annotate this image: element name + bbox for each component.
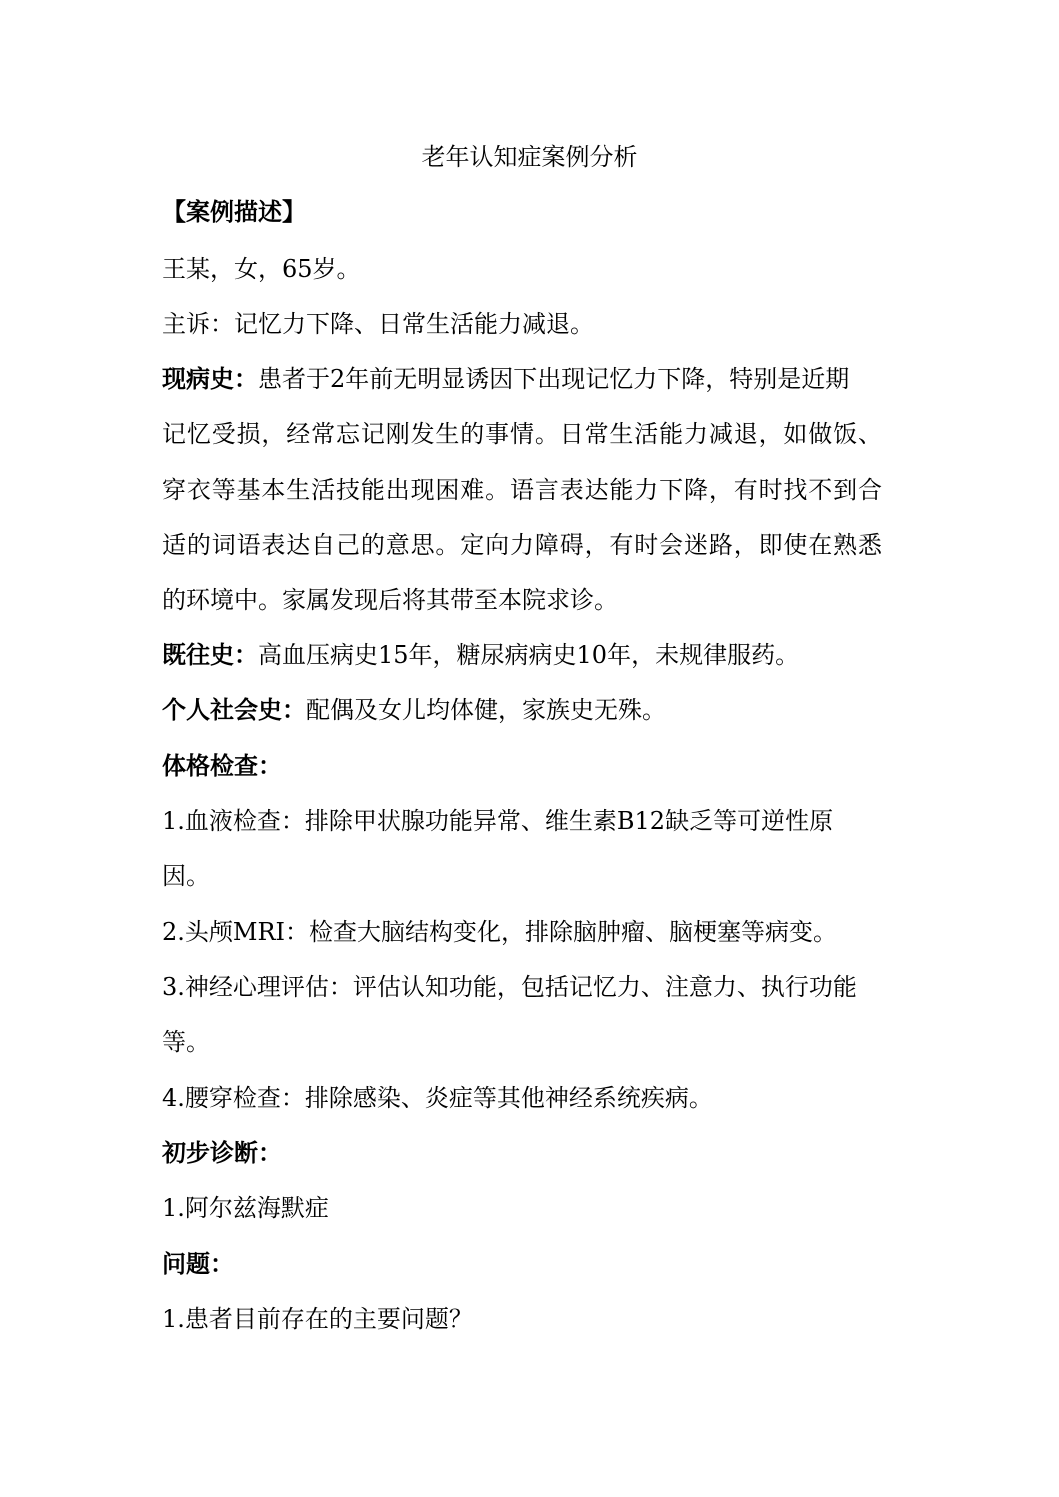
- exam-item: 2.头颅MRI：检查大脑结构变化，排除脑肿瘤、脑梗塞等病变。: [162, 918, 838, 946]
- past-history-label: 既往史：: [162, 640, 258, 669]
- exam-item: 因。: [162, 862, 210, 890]
- present-history-line: 穿衣等基本生活技能出现困难。语言表达能力下降，有时找不到合: [162, 476, 882, 504]
- exam-item: 4.腰穿检查：排除感染、炎症等其他神经系统疾病。: [162, 1084, 713, 1112]
- page-title: 老年认知症案例分析: [421, 143, 638, 171]
- section-header: 【案例描述】: [162, 197, 306, 226]
- exam-item: 1.血液检查：排除甲状腺功能异常、维生素B12缺乏等可逆性原: [162, 807, 834, 835]
- exam-item: 3.神经心理评估：评估认知功能，包括记忆力、注意力、执行功能: [162, 973, 857, 1001]
- social-history-text: 配偶及女儿均体健，家族史无殊。: [306, 696, 666, 724]
- diagnosis-item: 1.阿尔兹海默症: [162, 1194, 329, 1222]
- exam-item: 等。: [162, 1028, 210, 1056]
- questions-label: 问题：: [162, 1249, 234, 1278]
- social-history: [162, 690, 902, 730]
- present-history-line: 患者于2年前无明显诱因下出现记忆力下降，特别是近期: [258, 365, 850, 393]
- past-history: [162, 635, 902, 675]
- exam-label: 体格检查：: [162, 751, 282, 780]
- present-history-line: 适的词语表达自己的意思。定向力障碍，有时会迷路，即使在熟悉: [162, 531, 882, 559]
- present-history-line: 记忆受损，经常忘记刚发生的事情。日常生活能力减退，如做饭、: [162, 420, 882, 448]
- diagnosis-label: 初步诊断：: [162, 1138, 282, 1167]
- present-history-line: 的环境中。家属发现后将其带至本院求诊。: [162, 586, 618, 614]
- present-history-label: 现病史：: [162, 364, 258, 393]
- chief-complaint: 主诉：记忆力下降、日常生活能力减退。: [162, 310, 594, 338]
- question-item: 1.患者目前存在的主要问题？: [162, 1305, 473, 1333]
- social-history-label: 个人社会史：: [162, 695, 306, 724]
- present-history-first-line: [162, 359, 902, 399]
- past-history-text: 高血压病史15年，糖尿病病史10年，未规律服药。: [258, 641, 800, 669]
- patient-info: 王某，女，65岁。: [162, 255, 361, 283]
